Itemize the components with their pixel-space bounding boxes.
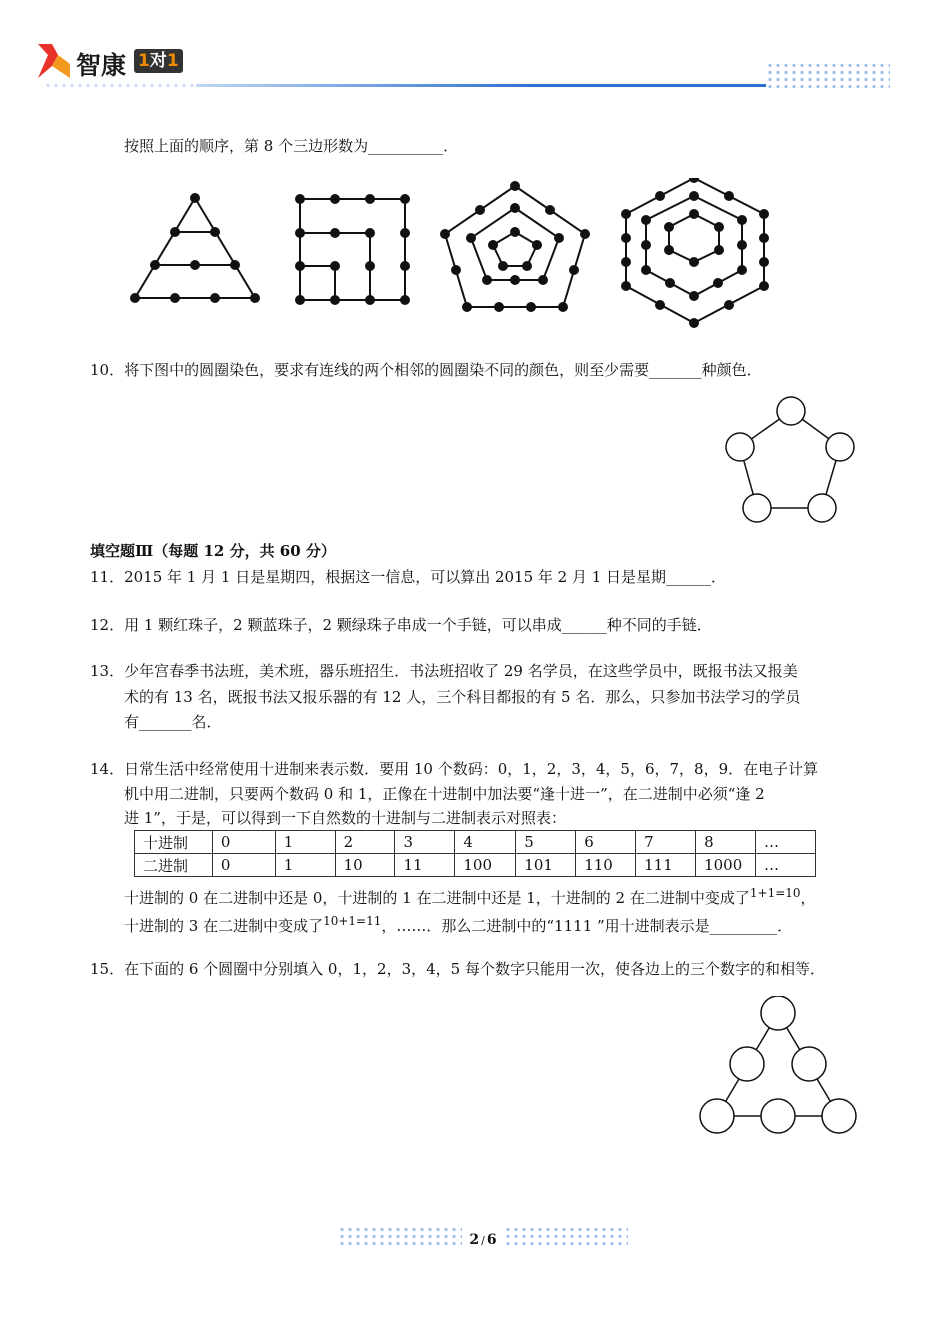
table-cell: 8 [696, 831, 756, 854]
formula-10-plus-1: 10+1=11 [323, 914, 382, 928]
footer-dots-left [338, 1226, 462, 1248]
page-separator: / [481, 1234, 485, 1247]
table-cell: 100 [455, 854, 516, 877]
table-cell: 0 [212, 854, 275, 877]
table-cell: 10 [335, 854, 395, 877]
header-rule [196, 84, 766, 87]
table-cell: 7 [636, 831, 696, 854]
table-cell: 110 [576, 854, 636, 877]
polygonal-numbers-figure [125, 178, 775, 328]
table-cell: 5 [516, 831, 576, 854]
table-cell: 二进制 [135, 854, 213, 877]
footer-dots-right [504, 1226, 628, 1248]
brand-name: 智康 [76, 51, 127, 80]
q14-line-3: 进 1”，于是，可以得到一下自然数的十进制与二进制表示对照表： [124, 809, 566, 827]
section-title: 填空题Ⅲ（每题 12 分，共 60 分） [90, 542, 336, 560]
table-row [135, 854, 816, 877]
table-cell: 0 [212, 831, 275, 854]
q14-line-4 [124, 880, 816, 911]
q14-line-5-end: ，……．那么二进制中的“1111 ”用十进制表示是_________． [381, 917, 793, 935]
brand-badge [134, 49, 183, 73]
table-cell: … [756, 831, 816, 854]
triangle-circles-figure [696, 996, 860, 1138]
page-number [464, 1232, 502, 1248]
q13-line-2: 术的有 13 名，既报书法又报乐器的有 12 人，三个科目都报的有 5 名．那么，只参加书法学习的学员 [124, 688, 801, 706]
page-total: 6 [486, 1232, 497, 1248]
pentagon-circles-figure [720, 395, 862, 527]
q13-line-3: 有_______名． [124, 713, 222, 731]
q12-text: 12．用 1 颗红珠子，2 颗蓝珠子，2 颗绿珠子串成一个手链，可以串成______种不同的手链． [90, 616, 712, 634]
formula-1-plus-1: 1+1=10 [749, 886, 801, 900]
q14-line-1: 14．日常生活中经常使用十进制来表示数．要用 10 个数码：0，1，2，3，4，5，6，7，8，9．在电子计算 [90, 760, 819, 778]
q11-text: 11．2015 年 1 月 1 日是星期四，根据这一信息，可以算出 2015 年 2 月 1 日是星期______． [90, 568, 727, 586]
logo-mark-icon [38, 44, 70, 78]
q9-tail-text: 按照上面的顺序，第 8 个三边形数为__________． [124, 137, 459, 155]
table-cell: 101 [516, 854, 576, 877]
table-row [135, 831, 816, 854]
header-dots-right [766, 62, 890, 90]
q14-line-4-end: ， [800, 889, 816, 907]
table-cell: 1 [275, 854, 335, 877]
badge-one-left: 1 [138, 51, 150, 71]
table-cell: 1 [275, 831, 335, 854]
table-cell: 111 [636, 854, 696, 877]
page-header [0, 0, 950, 100]
page-current: 2 [469, 1232, 480, 1248]
q15-text: 15．在下面的 6 个圆圈中分别填入 0，1，2，3，4，5 每个数字只能用一次，使各边上的三个数字的和相等． [90, 960, 825, 978]
q14-line-4-text: 十进制的 0 在二进制中还是 0，十进制的 1 在二进制中还是 1，十进制的 2 在二进制中变成了 [124, 889, 750, 907]
q13-line-1: 13．少年宫春季书法班，美术班，器乐班招生．书法班招收了 29 名学员，在这些学员中，既报书法又报美 [90, 662, 798, 680]
header-dots-left [44, 82, 194, 89]
decimal-binary-table [134, 830, 816, 877]
table-cell: 6 [576, 831, 636, 854]
table-cell: … [756, 854, 816, 877]
badge-one-right: 1 [166, 51, 179, 71]
q14-line-5 [124, 908, 792, 939]
q10-text: 10．将下图中的圆圈染色，要求有连线的两个相邻的圆圈染不同的颜色，则至少需要_______种颜色． [90, 361, 762, 379]
table-cell: 十进制 [135, 831, 213, 854]
q14-line-5-text: 十进制的 3 在二进制中变成了 [124, 917, 324, 935]
table-cell: 3 [395, 831, 455, 854]
table-cell: 4 [455, 831, 516, 854]
table-cell: 1000 [696, 854, 756, 877]
badge-middle: 对 [149, 51, 167, 71]
table-cell: 11 [395, 854, 455, 877]
q14-line-2: 机中用二进制，只要两个数码 0 和 1，正像在十进制中加法要“逢十进一”，在二进制中必须“逢 2 [124, 785, 765, 803]
table-cell: 2 [335, 831, 395, 854]
